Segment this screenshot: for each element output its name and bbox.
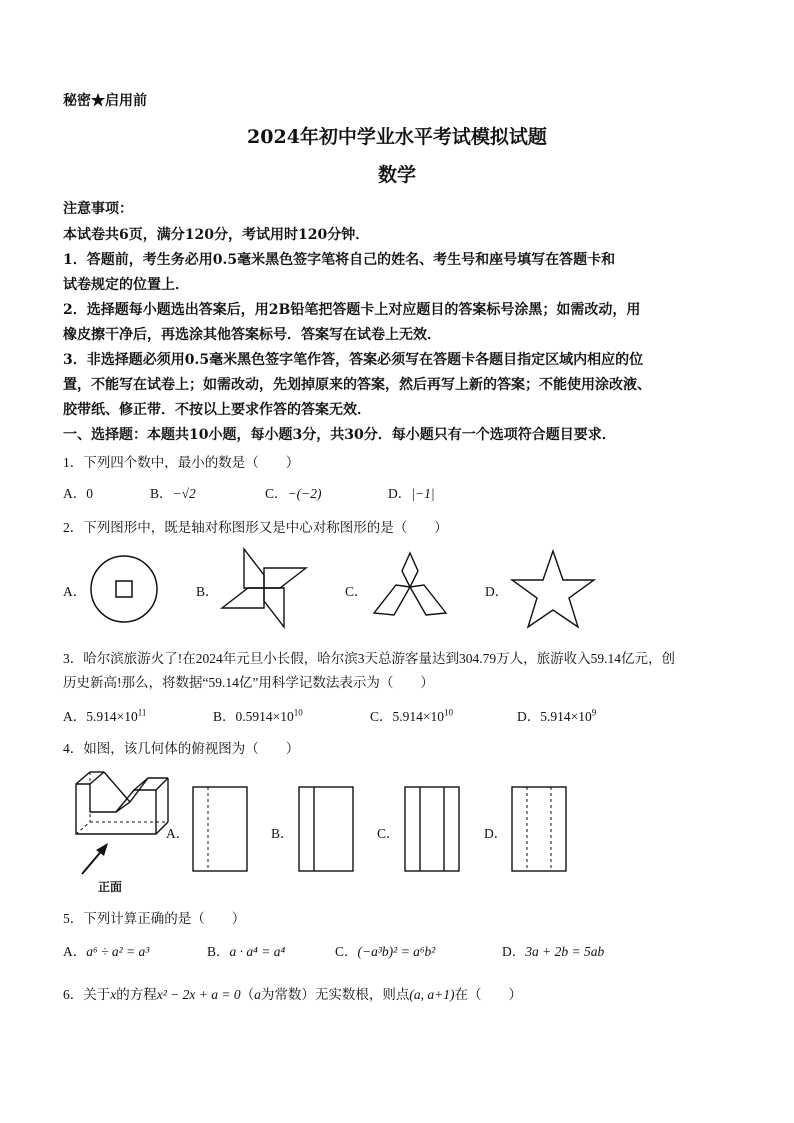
coin-figure <box>88 553 160 625</box>
question-5-stem: 5．下列计算正确的是（ ） <box>63 911 246 926</box>
q4-option-b: B． <box>271 826 294 841</box>
question-3-stem-line2: 历史新高!那么，将数据“59.14亿”用科学记数法表示为（ ） <box>63 675 434 690</box>
q5-option-c: C．(−a³b)² = a⁶b² <box>335 944 436 959</box>
q3-option-c: C．$5.914\times 10^{10}$ <box>370 707 454 724</box>
notes-line-1: 1．答题前，考生务必用0.5毫米黑色签字笔将自己的姓名、考生号和座号填写在答题卡和 <box>63 252 616 268</box>
q5-option-d: D．3a + 2b = 5ab <box>502 944 605 959</box>
notes-line-2: 试卷规定的位置上． <box>63 277 189 293</box>
notes-line-3: 2．选择题每小题选出答案后，用2B铅笔把答题卡上对应题目的答案标号涂黑；如需改动，用 <box>63 302 641 318</box>
q4-option-d: D． <box>484 826 508 841</box>
subject-title: 数学 <box>377 164 416 186</box>
q1-option-d: D．|−1| <box>388 486 435 501</box>
q4-option-c: C． <box>377 826 400 841</box>
solid-figure <box>70 762 170 882</box>
question-3-stem-line1: 3．哈尔滨旅游火了!在2024年元旦小长假，哈尔滨3天总游客量达到304.79万人，旅游收入59.14亿元，创 <box>63 651 675 666</box>
q4-option-a-figure <box>192 786 248 872</box>
q4-option-c-figure <box>404 786 460 872</box>
q2-option-a: A． <box>63 584 87 599</box>
star-figure <box>510 548 596 630</box>
confidential-mark: 秘密★启用前 <box>63 93 147 109</box>
q4-option-a: A． <box>166 826 190 841</box>
notes-line-4: 橡皮擦干净后，再选涂其他答案标号．答案写在试卷上无效． <box>63 327 441 343</box>
q2-option-b: B． <box>196 584 219 599</box>
q1-option-a: A．0 <box>63 486 93 501</box>
pinwheel-figure <box>220 547 308 629</box>
q2-option-c: C． <box>345 584 368 599</box>
q1-option-c: C．−(−2) <box>265 486 322 501</box>
notes-heading: 注意事项： <box>63 201 133 217</box>
notes-line-7: 胶带纸、修正带．不按以上要求作答的答案无效． <box>63 402 371 418</box>
q3-option-b: B．$0.5914\times 10^{10}$ <box>213 707 303 724</box>
q4-option-b-figure <box>298 786 354 872</box>
q5-option-b: B．a · a⁴ = a⁴ <box>207 944 286 959</box>
q5-option-a: A．a⁶ ÷ a² = a³ <box>63 944 150 959</box>
q2-option-d: D． <box>485 584 509 599</box>
question-6-stem: 6．关于x的方程x² − 2x + a = 0（a为常数）无实数根，则点(a, a+1)在（ ） <box>63 987 522 1002</box>
page-title: 2024年初中学业水平考试模拟试题 <box>247 126 547 148</box>
section-heading: 一、选择题：本题共10小题，每小题3分，共30分．每小题只有一个选项符合题目要求． <box>63 427 616 443</box>
q1-option-b: B．−√2 <box>150 486 196 501</box>
three-rhombus-figure <box>370 549 450 621</box>
q3-option-d: D．$5.914\times 10^9$ <box>517 707 597 724</box>
question-1-stem: 1．下列四个数中，最小的数是（ ） <box>63 455 300 470</box>
question-4-stem: 4．如图，该几何体的俯视图为（ ） <box>63 741 300 756</box>
front-view-label: 正面 <box>98 880 123 894</box>
q4-option-d-figure <box>511 786 567 872</box>
question-2-stem: 2．下列图形中，既是轴对称图形又是中心对称图形的是（ ） <box>63 520 448 535</box>
notes-line-0: 本试卷共6页，满分120分，考试用时120分钟． <box>63 227 370 243</box>
q3-option-a: A．$5.914\times 10^{11}$ <box>63 707 147 724</box>
notes-line-5: 3．非选择题必须用0.5毫米黑色签字笔作答，答案必须写在答题卡各题目指定区域内相应的位 <box>63 352 644 368</box>
notes-line-6: 置，不能写在试卷上；如需改动，先划掉原来的答案，然后再写上新的答案；不能使用涂改液、 <box>63 377 651 393</box>
